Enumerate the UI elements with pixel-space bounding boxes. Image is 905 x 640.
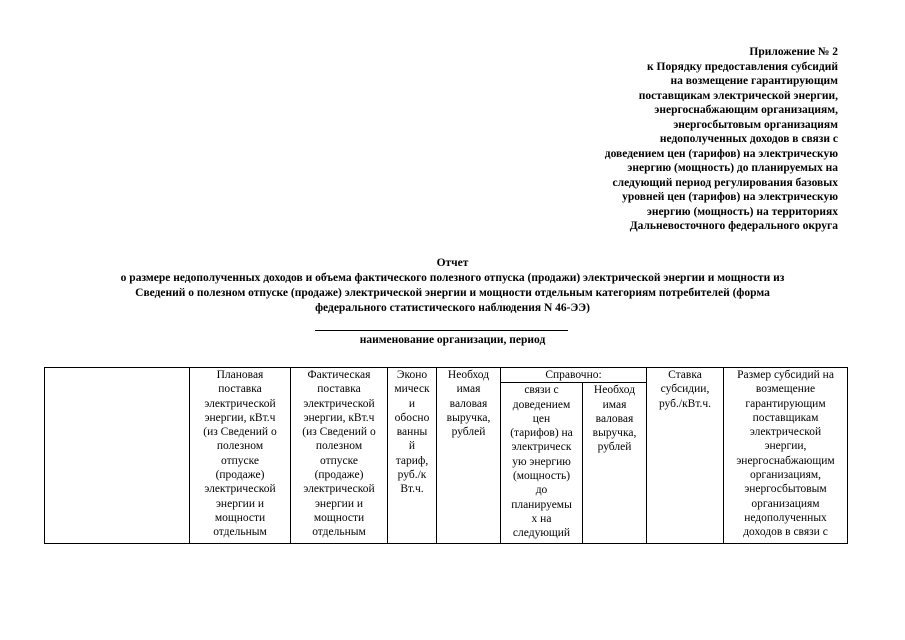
table-cell-line: отдельным	[213, 526, 267, 539]
appendix-line: энергию (мощность) на территориях	[646, 205, 838, 218]
table-col-1	[45, 368, 190, 544]
table-cell-line: имая	[602, 398, 627, 411]
table-cell-line: рублей	[451, 426, 486, 439]
report-title	[40, 256, 865, 316]
report-title-line: Сведений о полезном отпуске (продаже) электрической энергии и мощности отдельным категориям потребителей (форма	[135, 287, 770, 299]
table-cell-line: субсидии,	[660, 383, 710, 396]
table-cell-line: мощности	[214, 511, 266, 524]
table-cell-line: полезном	[315, 440, 363, 453]
table-col-actual-supply	[291, 368, 388, 544]
table-col-required-revenue	[437, 368, 501, 544]
table-col-ref-tariff-link	[501, 383, 583, 544]
table-cell-line: й	[408, 440, 416, 453]
organization-period-label: наименование организации, период	[359, 334, 546, 346]
table-cell-line: поставщикам	[752, 411, 819, 424]
report-title-line: федерального статистического наблюдения N 46-ЭЭ)	[315, 302, 590, 314]
appendix-line: следующий период регулирования базовых	[612, 176, 838, 189]
table-cell-line: энергии и	[216, 497, 264, 510]
table-cell-line: (из Сведений о	[203, 426, 277, 439]
table-cell-line: ую энергию	[512, 455, 571, 468]
table-cell-line: доходов в связи с	[743, 526, 828, 539]
table-cell-line: энергии, кВт.ч	[303, 411, 375, 424]
table-cell-line: энергии, кВт.ч	[204, 411, 276, 424]
appendix-line: недополученных доходов в связи с	[659, 133, 838, 145]
table-cell-line: валовая	[595, 412, 634, 425]
table-cell-line: руб./кВт.ч.	[658, 397, 712, 410]
appendix-line: на возмещение гарантирующим	[670, 75, 838, 87]
table-cell-line: Необход	[593, 384, 636, 397]
table-cell-line: электрическ	[511, 441, 572, 454]
table-col-subsidy-rate	[647, 368, 724, 544]
table-cell-line: до	[535, 484, 548, 497]
report-title-line: о размере недополученных доходов и объема фактического полезного отпуска (продажи) электрической энергии и мощности из	[120, 272, 785, 284]
table-cell-line: энергии и	[315, 497, 363, 510]
report-title-line: Отчет	[436, 257, 469, 269]
appendix-header	[520, 45, 838, 234]
table-col-subsidy-amount	[724, 368, 848, 544]
table-cell-line: руб./к	[397, 469, 427, 482]
table-cell-line: отпуске	[319, 454, 359, 467]
appendix-line: к Порядку предоставления субсидий	[647, 60, 838, 73]
table-cell-line: организациям	[751, 497, 820, 510]
table-cell-line: следующий	[512, 527, 571, 540]
table-cell-line: энергоснабжающим	[736, 454, 835, 467]
table-cell-line: (мощность)	[512, 470, 571, 483]
appendix-line: Приложение № 2	[749, 46, 838, 58]
table-cell-line: поставка	[218, 383, 262, 396]
table-cell-line: электрической	[303, 483, 375, 496]
table-cell-line: электрической	[204, 397, 276, 410]
table-cell-line: Необход	[447, 369, 490, 381]
appendix-line: энергию (мощность) до планируемых на	[627, 162, 838, 174]
table-cell-line: Фактическая	[307, 369, 371, 381]
table-cell-line: Плановая	[216, 369, 264, 381]
table-cell-line: гарантирующим	[745, 397, 826, 410]
table-cell-line: валовая	[449, 397, 488, 410]
table-cell-line: недополученных	[744, 511, 827, 524]
report-table	[44, 367, 848, 544]
table-cell-line: Размер субсидий на	[737, 369, 834, 381]
appendix-line: Дальневосточного федерального округа	[629, 220, 838, 232]
table-cell-line: отдельным	[312, 526, 366, 539]
table-cell-line: энергии,	[764, 440, 807, 453]
table-cell-line: выручка,	[446, 411, 491, 424]
table-cell-line: рублей	[597, 441, 632, 454]
table-cell-line: тариф,	[395, 454, 429, 467]
appendix-line: поставщикам электрической энергии,	[638, 89, 838, 102]
table-cell-line: мическ	[394, 383, 430, 396]
table-cell-line: электрической	[749, 426, 822, 439]
table-cell-line: х на	[531, 512, 552, 525]
table-cell-line: электрической	[303, 397, 375, 410]
table-cell-line: возмещение	[755, 383, 816, 396]
table-cell-line: и	[408, 397, 416, 410]
table-cell-line: отпуске	[220, 454, 260, 467]
table-cell-line: цен	[532, 412, 551, 425]
table-cell-line: (из Сведений о	[302, 426, 376, 439]
table-col-ref-required-revenue	[583, 383, 647, 544]
table-cell-line: планируемы	[511, 498, 572, 511]
appendix-line: энергоснабжающим организациям,	[654, 104, 838, 116]
appendix-line: энергосбытовым организациям	[673, 118, 838, 131]
table-cell-line: электрической	[204, 483, 276, 496]
table-cell-line: ванны	[396, 426, 428, 439]
table-cell-line: (продаже)	[314, 469, 364, 482]
table-cell-line: Вт.ч.	[400, 483, 424, 496]
table-cell-line: поставка	[317, 383, 361, 396]
table-cell-line: доведением	[512, 398, 571, 411]
table-cell-line: имая	[456, 383, 481, 396]
table-cell-line: связи с	[524, 384, 559, 397]
table-cell-line: Ставка	[668, 369, 702, 381]
table-cell-line: Эконо	[396, 369, 428, 381]
table-col-economic-tariff	[388, 368, 437, 544]
table-col-planned-supply	[190, 368, 291, 544]
table-reference-header: Справочно:	[501, 368, 647, 383]
table-cell-line: (тарифов) на	[510, 427, 573, 440]
table-cell-line: обосно	[394, 411, 430, 424]
table-cell-line: организациям,	[749, 469, 822, 482]
table-cell-line: выручка,	[592, 427, 637, 440]
table-cell-line: мощности	[313, 511, 365, 524]
table-cell-line: полезном	[216, 440, 264, 453]
appendix-line: доведением цен (тарифов) на электрическую	[604, 147, 838, 160]
organization-blank-line	[315, 330, 568, 331]
table-cell-line: энергосбытовым	[744, 483, 827, 496]
appendix-line: уровней цен (тарифов) на электрическую	[622, 191, 838, 203]
table-cell-line: (продаже)	[215, 469, 265, 482]
